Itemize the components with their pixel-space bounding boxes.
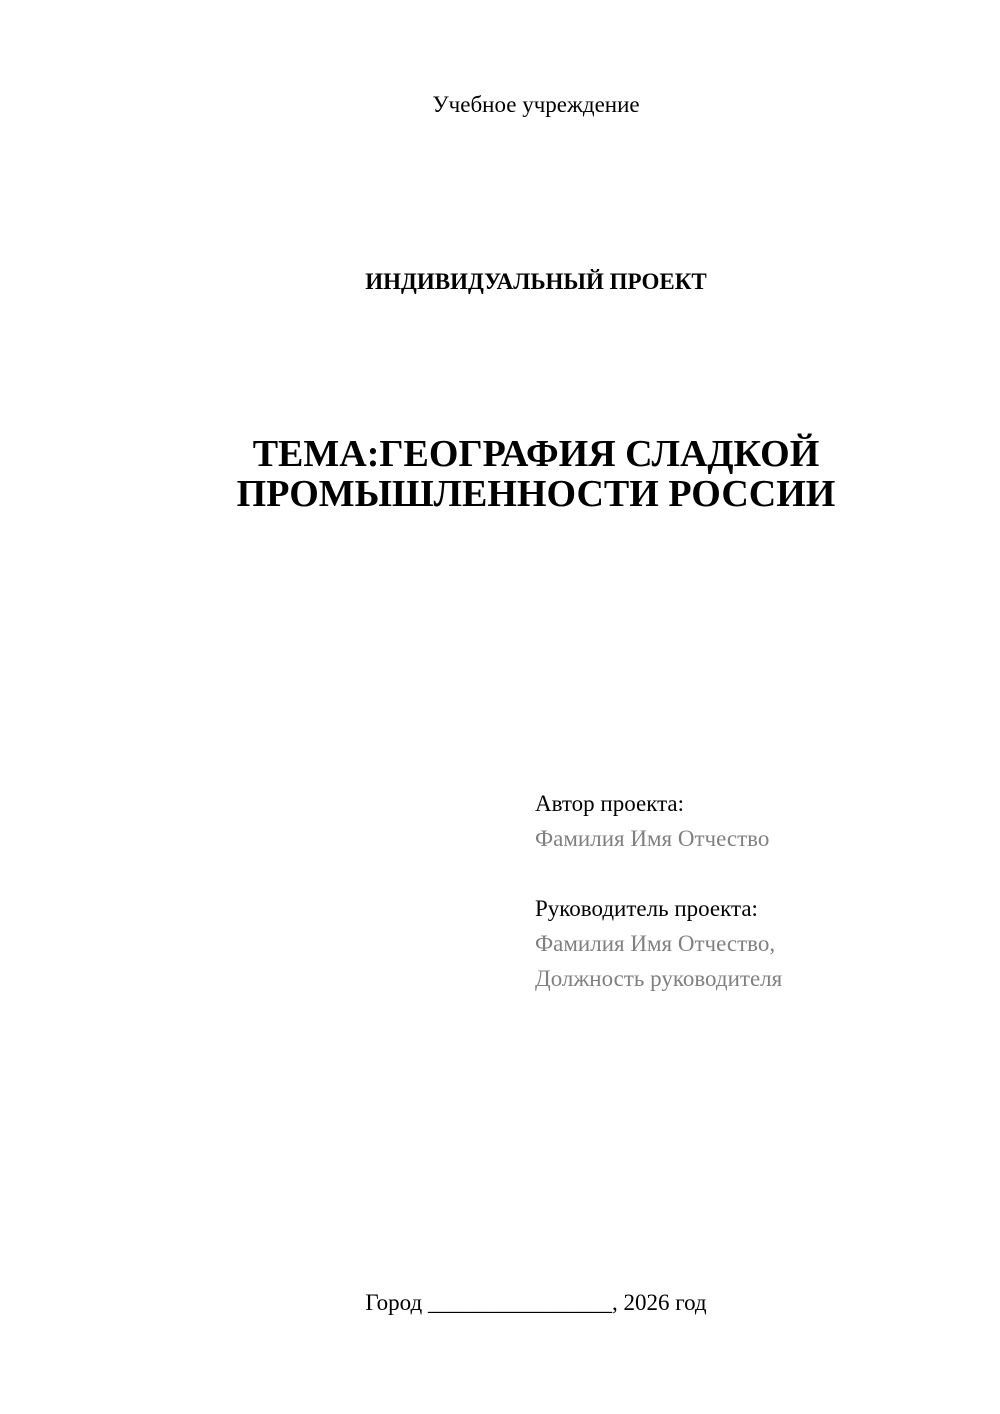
- project-info-block: [535, 786, 975, 996]
- institution-name: Учебное учреждение: [432, 92, 640, 117]
- topic-line-2: ПРОМЫШЛЕННОСТИ РОССИИ: [236, 473, 836, 515]
- topic-line-1: ТЕМА:ГЕОГРАФИЯ СЛАДКОЙ: [252, 433, 820, 475]
- supervisor-name: Фамилия Имя Отчество,: [535, 931, 776, 956]
- spacer: [535, 856, 975, 891]
- author-label: Автор проекта:: [535, 791, 684, 816]
- author-name: Фамилия Имя Отчество: [535, 826, 770, 851]
- document-type: ИНДИВИДУАЛЬНЫЙ ПРОЕКТ: [365, 269, 707, 294]
- city-year-line: Город ________________, 2026 год: [365, 1290, 707, 1315]
- supervisor-label: Руководитель проекта:: [535, 896, 758, 921]
- supervisor-position: Должность руководителя: [535, 966, 783, 991]
- project-topic: [0, 434, 1000, 514]
